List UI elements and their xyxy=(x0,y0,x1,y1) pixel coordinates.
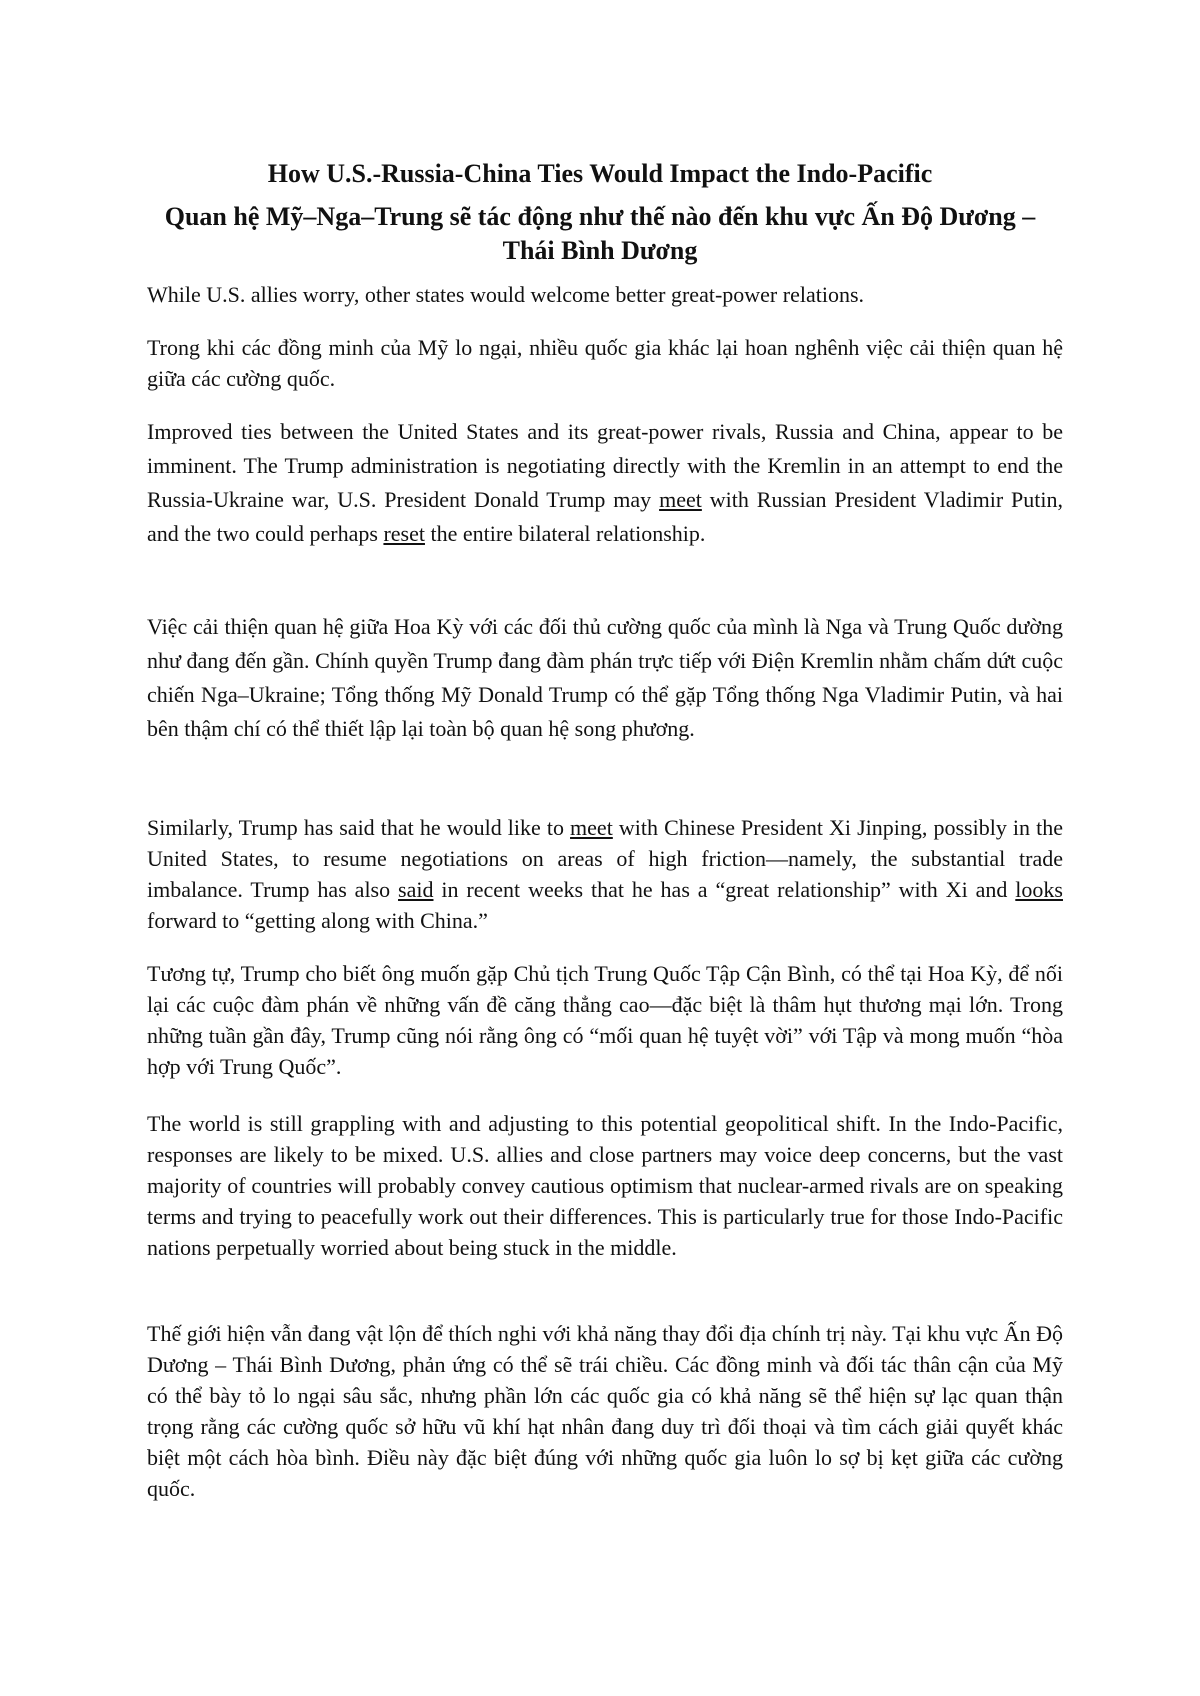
paragraph-similarly-vi: Tương tự, Trump cho biết ông muốn gặp Chủ tịch Trung Quốc Tập Cận Bình, có thể tại Hoa Kỳ, để nối lại các cuộc đàm phán về những vấn đề căng thẳng cao—đặc biệt là thâm hụt thương mại lớn. Trong những tuần gần đây, Trump cũng nói rằng ông có “mối quan hệ tuyệt vời” với Tập và mong muốn “hòa hợp với Trung Quốc”. xyxy=(147,961,1063,1079)
subtitle-vietnamese: Trong khi các đồng minh của Mỹ lo ngại, nhiều quốc gia khác lại hoan nghênh việc cải thiện quan hệ giữa các cường quốc. xyxy=(147,335,1063,391)
subtitle-english: While U.S. allies worry, other states would welcome better great-power relations. xyxy=(147,282,865,307)
paragraph-improved-ties xyxy=(147,415,1063,551)
paragraph-text: with Chinese President Xi Jinping, possibly in the United States, to resume negotiations on areas of high friction—namely, the substantial trade imbalance. Trump has also xyxy=(147,815,1063,902)
paragraph-text: Improved ties between the United States and its great-power rivals, Russia and China, appear to be imminent. The Trump administration is negotiating directly with the Kremlin in an attempt to end the Russia-Ukraine war, U.S. President Donald Trump may xyxy=(147,419,1063,512)
paragraph-text: with Russian President Vladimir Putin, and the two could perhaps xyxy=(147,487,1063,546)
paragraph-world-grappling-vi: Thế giới hiện vẫn đang vật lộn để thích nghi với khả năng thay đổi địa chính trị này. Tại khu vực Ấn Độ Dương – Thái Bình Dương, phản ứng có thể sẽ trái chiều. Các đồng minh và đối tác thân cận của Mỹ có thể bày tỏ lo ngại sâu sắc, nhưng phần lớn các quốc gia có khả năng sẽ thể hiện sự lạc quan thận trọng rằng các cường quốc sở hữu vũ khí hạt nhân đang duy trì đối thoại và tìm cách giải quyết khác biệt một cách hòa bình. Điều này đặc biệt đúng với những quốc gia luôn lo sợ bị kẹt giữa các cường quốc. xyxy=(147,1321,1063,1501)
paragraph-improved-ties-vi: Việc cải thiện quan hệ giữa Hoa Kỳ với các đối thủ cường quốc của mình là Nga và Trung Quốc dường như đang đến gần. Chính quyền Trump đang đàm phán trực tiếp với Điện Kremlin nhằm chấm dứt cuộc chiến Nga–Ukraine; Tổng thống Mỹ Donald Trump có thể gặp Tổng thống Nga Vladimir Putin, và hai bên thậm chí có thể thiết lập lại toàn bộ quan hệ song phương. xyxy=(147,614,1063,741)
paragraph-similarly xyxy=(147,812,1063,936)
link-looks[interactable]: looks xyxy=(1015,877,1063,902)
title-english: How U.S.-Russia-China Ties Would Impact the Indo-Pacific xyxy=(267,159,933,188)
link-reset[interactable]: reset xyxy=(383,521,425,546)
paragraph-text: the entire bilateral relationship. xyxy=(424,521,706,546)
paragraph-text: forward to “getting along with China.” xyxy=(147,908,488,933)
link-said[interactable]: said xyxy=(398,877,434,902)
link-meet-xi[interactable]: meet xyxy=(570,815,613,840)
paragraph-world-grappling: The world is still grappling with and adjusting to this potential geopolitical shift. In the Indo-Pacific, responses are likely to be mixed. U.S. allies and close partners may voice deep concerns, but the vast majority of countries will probably convey cautious optimism that nuclear-armed rivals are on speaking terms and trying to peacefully work out their differences. This is particularly true for those Indo-Pacific nations perpetually worried about being stuck in the middle. xyxy=(147,1111,1063,1260)
title-vietnamese: Quan hệ Mỹ–Nga–Trung sẽ tác động như thế nào đến khu vực Ấn Độ Dương – Thái Bình Dương xyxy=(164,202,1036,265)
link-meet-putin[interactable]: meet xyxy=(659,487,702,512)
paragraph-text: in recent weeks that he has a “great relationship” with Xi and xyxy=(433,877,1016,902)
paragraph-text: Similarly, Trump has said that he would like to xyxy=(147,815,571,840)
